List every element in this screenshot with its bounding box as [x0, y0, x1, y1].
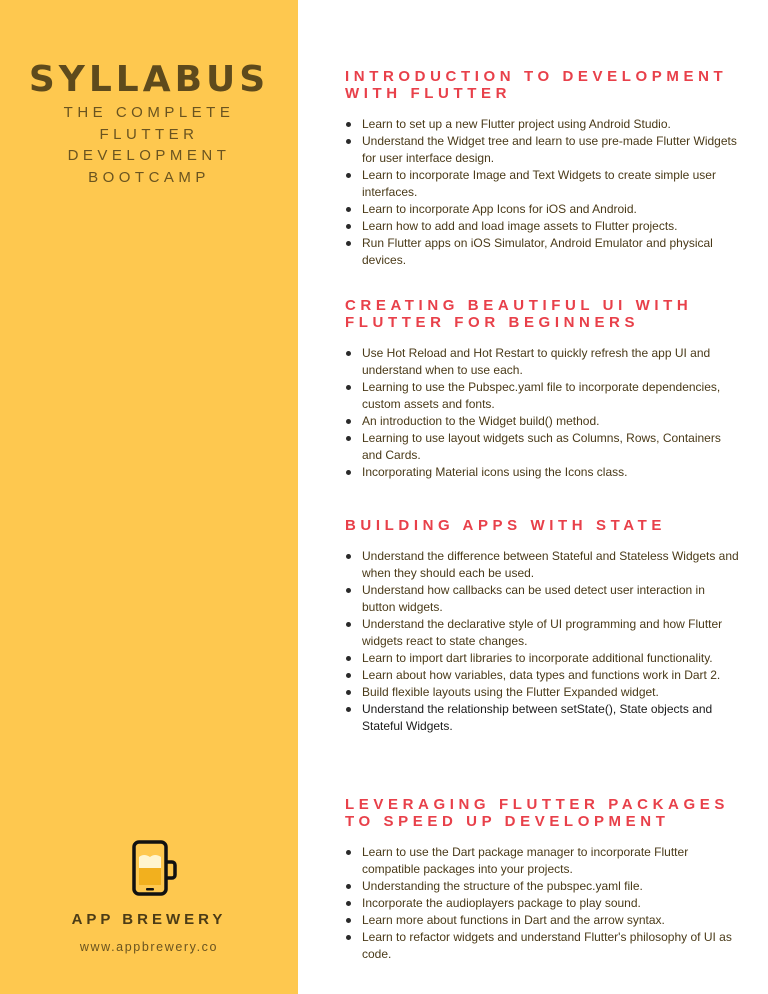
- list-item: An introduction to the Widget build() method.: [345, 413, 740, 430]
- website-link[interactable]: www.appbrewery.co: [79, 940, 219, 954]
- list-item: Understand the difference between Stateful and Stateless Widgets and when they should each be used.: [345, 548, 740, 582]
- list-item: Use Hot Reload and Hot Restart to quickly refresh the app UI and understand when to use each.: [345, 345, 740, 379]
- sidebar: [0, 0, 298, 994]
- section-beautiful-ui: [345, 297, 740, 481]
- list-item: Incorporate the audioplayers package to play sound.: [345, 895, 740, 912]
- list-item: Learn how to add and load image assets to Flutter projects.: [345, 218, 740, 235]
- list-item: Learn to use the Dart package manager to incorporate Flutter compatible packages into your projects.: [345, 844, 740, 878]
- list-item: Learning to use the Pubspec.yaml file to incorporate dependencies, custom assets and fonts.: [345, 379, 740, 413]
- section-packages: [345, 796, 740, 963]
- section-heading: CREATING BEAUTIFUL UI WITH FLUTTER FOR BEGINNERS: [345, 297, 693, 331]
- page-title: SYLLABUS: [28, 59, 270, 100]
- list-item: Learn about how variables, data types and functions work in Dart 2.: [345, 667, 740, 684]
- list-item: Learn to incorporate Image and Text Widgets to create simple user interfaces.: [345, 167, 740, 201]
- section-heading: LEVERAGING FLUTTER PACKAGES TO SPEED UP DEVELOPMENT: [345, 796, 729, 830]
- list-item: Learn to refactor widgets and understand Flutter's philosophy of UI as code.: [345, 929, 740, 963]
- list-item: Build flexible layouts using the Flutter Expanded widget.: [345, 684, 740, 701]
- section-intro: [345, 68, 740, 269]
- bullet-list: [345, 844, 740, 963]
- list-item: Learn to set up a new Flutter project using Android Studio.: [345, 116, 740, 133]
- list-item: Learn to incorporate App Icons for iOS and Android.: [345, 201, 740, 218]
- course-subtitle: THE COMPLETE FLUTTER DEVELOPMENT BOOTCAMP: [63, 104, 235, 186]
- section-heading: INTRODUCTION TO DEVELOPMENT WITH FLUTTER: [345, 68, 728, 102]
- bullet-list: [345, 548, 740, 735]
- list-item: Understand the declarative style of UI programming and how Flutter widgets react to state changes.: [345, 616, 740, 650]
- list-item: Understand how callbacks can be used detect user interaction in button widgets.: [345, 582, 740, 616]
- list-item: Understanding the structure of the pubspec.yaml file.: [345, 878, 740, 895]
- list-item: Incorporating Material icons using the Icons class.: [345, 464, 740, 481]
- list-item: Learn more about functions in Dart and the arrow syntax.: [345, 912, 740, 929]
- brand-name: APP BREWERY: [71, 911, 227, 928]
- list-item: Learning to use layout widgets such as Columns, Rows, Containers and Cards.: [345, 430, 740, 464]
- section-heading: BUILDING APPS WITH STATE: [345, 517, 666, 534]
- list-item: Learn to import dart libraries to incorporate additional functionality.: [345, 650, 740, 667]
- list-item: Run Flutter apps on iOS Simulator, Android Emulator and physical devices.: [345, 235, 740, 269]
- bullet-list: [345, 345, 740, 481]
- section-state: [345, 517, 740, 735]
- bullet-list: [345, 116, 740, 269]
- list-item: Understand the relationship between setState(), State objects and Stateful Widgets.: [345, 701, 740, 735]
- list-item: Understand the Widget tree and learn to use pre-made Flutter Widgets for user interface design.: [345, 133, 740, 167]
- phone-with-beer-mug-icon: [131, 840, 179, 896]
